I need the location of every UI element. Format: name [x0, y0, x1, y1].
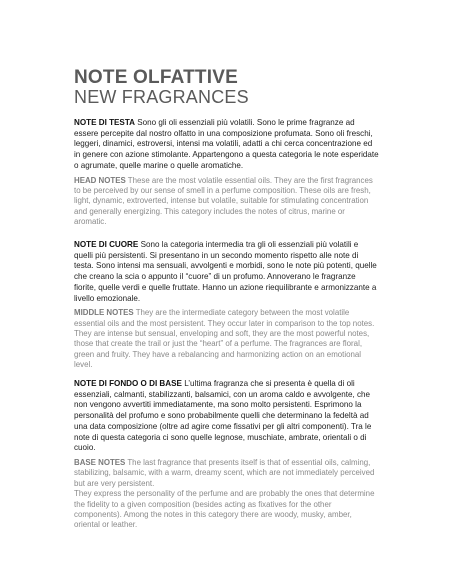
english-text: These are the most volatile essential oils. They are the first fragrances to be perceived by our sense of smell in a perfume composition. These oils are fresh, light, dynamic, extroverted, intense but volatile, suitable for stimulating concentration and generally energizing. This category includes the notes of citrus, marine or aromatic. — [74, 175, 373, 227]
english-heading: BASE NOTES — [74, 457, 126, 467]
italian-paragraph — [74, 118, 379, 172]
italian-heading: NOTE DI TESTA — [74, 118, 136, 127]
english-paragraph — [74, 458, 379, 489]
page-title: NOTE OLFATTIVE — [74, 67, 238, 88]
english-text: They are the intermediate category between the most volatile essential oils and the most persistent. They occur later in comparison to the top notes. They are intense but sensual, enveloping and soft, they are the most powerful notes, those that create the trail or just the “heart” of a perfume. The fragrances are floral, green and fruity. They have a rebalancing and harmonizing action on an emotional level. — [74, 308, 375, 370]
english-paragraph-continued: They express the personality of the perfume and are probably the ones that determine the fidelity to a given composition (besides acting as fixatives for the other components). Among the notes in this category there are woody, musky, amber, oriental or leather. — [74, 489, 375, 530]
italian-text: Sono gli oli essenziali più volatili. Sono le prime fragranze ad essere percepite dal nostro olfatto in una composizione profumata. Sono oli freschi, leggeri, dinamici, estroversi, intensi ma volatili, adatti a chi cerca concentrazione ed in genere con azione stimolante. Appartengono a questa categoria le note esperidate o agrumate, quelle marine o quelle aromatiche. — [74, 118, 379, 170]
italian-paragraph — [74, 240, 379, 304]
english-paragraph — [74, 176, 379, 228]
english-heading: MIDDLE NOTES — [74, 308, 134, 318]
page-subtitle: NEW FRAGRANCES — [74, 87, 249, 107]
section-head-notes — [74, 118, 379, 228]
section-middle-notes — [74, 240, 379, 371]
italian-paragraph — [74, 379, 379, 454]
italian-text: L’ultima fragranza che si presenta è quella di oli essenziali, calmanti, stabilizzanti, balsamici, con un aroma caldo e avvolgente, che non vengono avvertiti immediatamente, ma sono molto persistenti. Esprimono la personalità del profumo e sono probabilmente quelli che determinano la fedeltà ad una data composizione (oltre ad agire come fissativi per gli altri componenti). Tra le note di questa categoria ci sono quelle legnose, muschiate, ambrate, orientali o di cuoio. — [74, 379, 372, 453]
italian-heading: NOTE DI FONDO O DI BASE — [74, 379, 182, 388]
english-text: The last fragrance that presents itself is that of essential oils, calming, stabilizing, balsamic, with a warm, dreamy scent, which are not immediately perceived but are very persistent. — [74, 457, 375, 488]
italian-heading: NOTE DI CUORE — [74, 240, 139, 249]
section-base-notes — [74, 379, 379, 531]
english-paragraph — [74, 308, 379, 370]
italian-text: Sono la categoria intermedia tra gli oli essenziali più volatili e quelli più persistenti. Si presentano in un secondo momento rispetto alle note di testa. Sono intensi ma sensuali, avvolgenti e morbidi, sono le note più potenti, quelle che creano la scia o appunto il “cuore” di un profumo. Annoverano le fragranze fiorite, quelle verdi e quelle fruttate. Hanno un azione riequilibrante e armonizzante a livello emozionale. — [74, 240, 377, 303]
english-heading: HEAD NOTES — [74, 175, 126, 185]
